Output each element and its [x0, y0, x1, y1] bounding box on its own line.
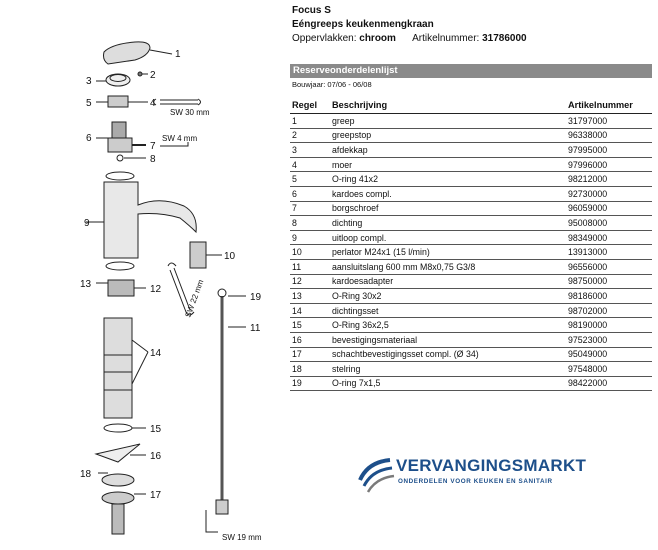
col-header-description: Beschrijving [330, 96, 566, 114]
table-row [290, 362, 652, 377]
cell-article: 92730000 [566, 186, 652, 201]
cell-line: 14 [290, 303, 330, 318]
table-row [290, 274, 652, 289]
callout-5: 5 [86, 98, 92, 109]
cell-description: uitloop compl. [330, 230, 566, 245]
cell-description: kardoes compl. [330, 186, 566, 201]
cell-article: 96556000 [566, 259, 652, 274]
finish-label: Oppervlakken: [292, 33, 357, 44]
wrench-label-19: SW 19 mm [222, 533, 262, 542]
cell-article: 96338000 [566, 128, 652, 143]
cell-description: O-Ring 30x2 [330, 289, 566, 304]
product-name: Focus S [292, 5, 331, 16]
cell-line: 15 [290, 318, 330, 333]
callout-7: 7 [150, 141, 156, 152]
part-adapter [108, 280, 134, 296]
cell-line: 17 [290, 347, 330, 362]
cell-line: 10 [290, 245, 330, 260]
cell-article: 96059000 [566, 201, 652, 216]
cell-description: O-ring 7x1,5 [330, 376, 566, 391]
part-oring-41 [106, 172, 134, 180]
part-fastening [96, 444, 140, 462]
table-row [290, 318, 652, 333]
table-row [290, 143, 652, 158]
production-years: Bouwjaar: 07/06 - 06/08 [292, 80, 372, 89]
table-row [290, 186, 652, 201]
part-shank-set [102, 474, 134, 486]
callout-3: 3 [86, 76, 92, 87]
callout-6: 6 [86, 133, 92, 144]
table-row [290, 303, 652, 318]
cell-description: dichtingsset [330, 303, 566, 318]
cell-line: 1 [290, 114, 330, 129]
cell-line: 13 [290, 289, 330, 304]
cell-article: 97523000 [566, 332, 652, 347]
cell-description: O-Ring 36x2,5 [330, 318, 566, 333]
callout-10: 10 [224, 251, 236, 262]
cell-line: 5 [290, 172, 330, 187]
parts-table-body [290, 114, 652, 391]
part-cap [106, 74, 130, 86]
cell-article: 97548000 [566, 362, 652, 377]
cell-description: O-ring 41x2 [330, 172, 566, 187]
cell-article: 95008000 [566, 216, 652, 231]
callout-13: 13 [80, 279, 92, 290]
cell-article: 13913000 [566, 245, 652, 260]
callout-17: 17 [150, 490, 162, 501]
cell-article: 98349000 [566, 230, 652, 245]
table-row [290, 114, 652, 129]
cell-article: 31797000 [566, 114, 652, 129]
table-row [290, 245, 652, 260]
cell-description: schachtbevestigingsset compl. (Ø 34) [330, 347, 566, 362]
cell-description: afdekkap [330, 143, 566, 158]
part-aerator [190, 242, 206, 268]
table-row [290, 259, 652, 274]
cell-line: 8 [290, 216, 330, 231]
cell-article: 98190000 [566, 318, 652, 333]
callout-8: 8 [150, 154, 156, 165]
cell-line: 6 [290, 186, 330, 201]
table-row [290, 332, 652, 347]
spare-parts-banner: Reserveonderdelenlijst [290, 64, 652, 78]
table-header-row [290, 96, 652, 114]
cell-article: 98702000 [566, 303, 652, 318]
part-cartridge [112, 122, 126, 138]
callout-1: 1 [175, 49, 181, 60]
table-row [290, 289, 652, 304]
swoosh-icon [356, 454, 396, 494]
cell-article: 95049000 [566, 347, 652, 362]
cell-description: moer [330, 157, 566, 172]
callout-12: 12 [150, 284, 162, 295]
cell-line: 18 [290, 362, 330, 377]
table-row [290, 157, 652, 172]
table-row [290, 172, 652, 187]
cell-line: 3 [290, 143, 330, 158]
cell-article: 97995000 [566, 143, 652, 158]
cell-article: 98186000 [566, 289, 652, 304]
cell-article: 98422000 [566, 376, 652, 391]
cell-article: 97996000 [566, 157, 652, 172]
wrench-label-4: SW 4 mm [162, 134, 198, 143]
callout-14: 14 [150, 348, 162, 359]
callout-16: 16 [150, 451, 162, 462]
finish-value: chroom [359, 33, 396, 44]
article-label: Artikelnummer: [412, 33, 480, 44]
cell-line: 2 [290, 128, 330, 143]
table-row [290, 128, 652, 143]
part-oring-30 [106, 262, 134, 270]
product-subtitle: Eéngreeps keukenmengkraan [292, 19, 434, 30]
cell-line: 4 [290, 157, 330, 172]
cell-description: kardoesadapter [330, 274, 566, 289]
part-nut [108, 96, 128, 107]
product-details [292, 32, 527, 46]
cell-description: stelring [330, 362, 566, 377]
callout-11: 11 [250, 323, 261, 334]
col-header-line: Regel [290, 96, 330, 114]
callout-19: 19 [250, 292, 262, 303]
cell-article: 98750000 [566, 274, 652, 289]
cell-description: bevestigingsmateriaal [330, 332, 566, 347]
cell-line: 11 [290, 259, 330, 274]
cell-line: 12 [290, 274, 330, 289]
vervangingsmarkt-logo [356, 452, 587, 498]
part-spout [104, 182, 196, 258]
callout-4: 4 [150, 98, 156, 109]
table-row [290, 376, 652, 391]
table-row [290, 230, 652, 245]
table-row [290, 347, 652, 362]
part-shaft [104, 318, 132, 418]
cell-description: aansluitslang 600 mm M8x0,75 G3/8 [330, 259, 566, 274]
cell-description: borgschroef [330, 201, 566, 216]
callout-9: 9 [84, 218, 90, 229]
wrench-label-30: SW 30 mm [170, 108, 210, 117]
exploded-parts-diagram [0, 0, 285, 550]
callout-15: 15 [150, 424, 162, 435]
cell-description: perlator M24x1 (15 l/min) [330, 245, 566, 260]
cell-line: 19 [290, 376, 330, 391]
cell-line: 7 [290, 201, 330, 216]
part-handle [104, 42, 151, 64]
wrench-label-22: SW 22 mm [183, 278, 206, 319]
wrench-30 [154, 99, 201, 105]
cell-line: 16 [290, 332, 330, 347]
table-row [290, 216, 652, 231]
callout-2: 2 [150, 70, 156, 81]
cell-article: 98212000 [566, 172, 652, 187]
callout-18: 18 [80, 469, 92, 480]
article-value: 31786000 [482, 33, 527, 44]
col-header-article: Artikelnummer [566, 96, 652, 114]
cell-description: greepstop [330, 128, 566, 143]
logo-tagline: ONDERDELEN VOOR KEUKEN EN SANITAIR [398, 478, 553, 485]
logo-brand: VERVANGINGSMARKT [396, 456, 587, 475]
table-row [290, 201, 652, 216]
cell-description: greep [330, 114, 566, 129]
cell-description: dichting [330, 216, 566, 231]
parts-table [290, 96, 652, 391]
cell-line: 9 [290, 230, 330, 245]
